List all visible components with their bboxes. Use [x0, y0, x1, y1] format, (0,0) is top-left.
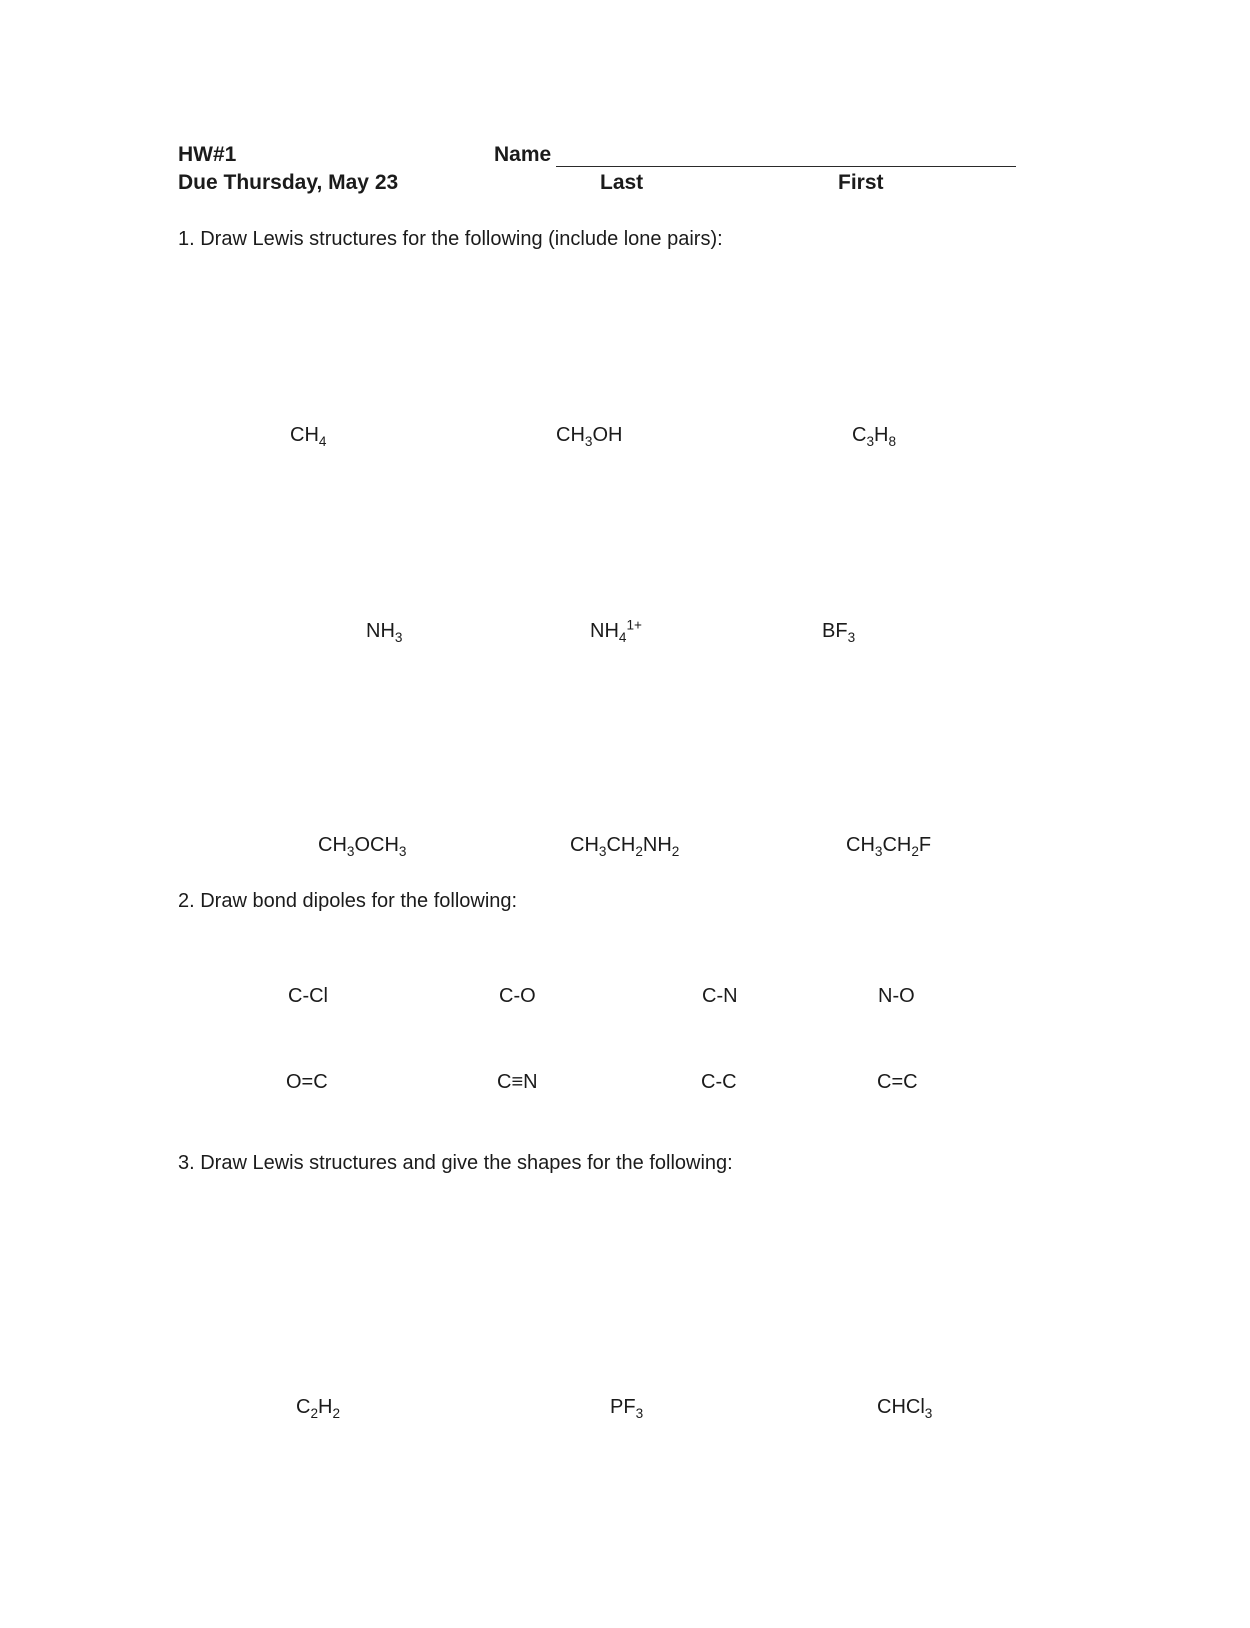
name-blank-line [556, 148, 1016, 167]
bond-c-double-c: C=C [877, 1071, 918, 1093]
bond-c-triple-n: C≡N [497, 1071, 538, 1093]
question-2-text: 2. Draw bond dipoles for the following: [178, 890, 518, 912]
formula-chcl3: CHCl$_3$ [877, 1396, 933, 1421]
bond-n-o: N-O [878, 985, 915, 1007]
formula-ch3ch2f: $CH_3CH_2F$ [846, 834, 932, 859]
formula-c3h8: $C_3H_8$ [852, 424, 897, 449]
bond-c-o: C-O [499, 985, 536, 1007]
bond-c-n: C-N [702, 985, 738, 1007]
formula-ch3och3: $CH_3OCH_3$ [318, 834, 407, 859]
formula-nh4-cation: $NH_4^{1+}$ [590, 617, 642, 645]
first-label: First [838, 171, 884, 194]
last-label: Last [600, 171, 644, 194]
formula-nh3: $NH_3$ [366, 620, 403, 645]
formula-bf3: $BF_3$ [822, 620, 856, 645]
formula-c2h2: $C_2H_2$ [296, 1396, 341, 1421]
formula-ch3ch2nh2: $CH_3CH_2NH_2$ [570, 834, 680, 859]
due-date: Due Thursday, May 23 [178, 171, 399, 194]
bond-c-c: C-C [701, 1071, 737, 1093]
bond-o-double-c: O=C [286, 1071, 328, 1093]
question-3-text: 3. Draw Lewis structures and give the shapes for the following: [178, 1152, 733, 1174]
name-label: Name [494, 143, 552, 166]
formula-ch3oh: $CH_3OH$ [556, 424, 623, 449]
hw-number: HW#1 [178, 143, 237, 166]
formula-ch4: $CH_4$ [290, 424, 327, 449]
bond-c-cl: C-Cl [288, 985, 328, 1007]
question-1-text: 1. Draw Lewis structures for the following (include lone pairs): [178, 228, 723, 250]
formula-pf3: $PF_3$ [610, 1396, 644, 1421]
